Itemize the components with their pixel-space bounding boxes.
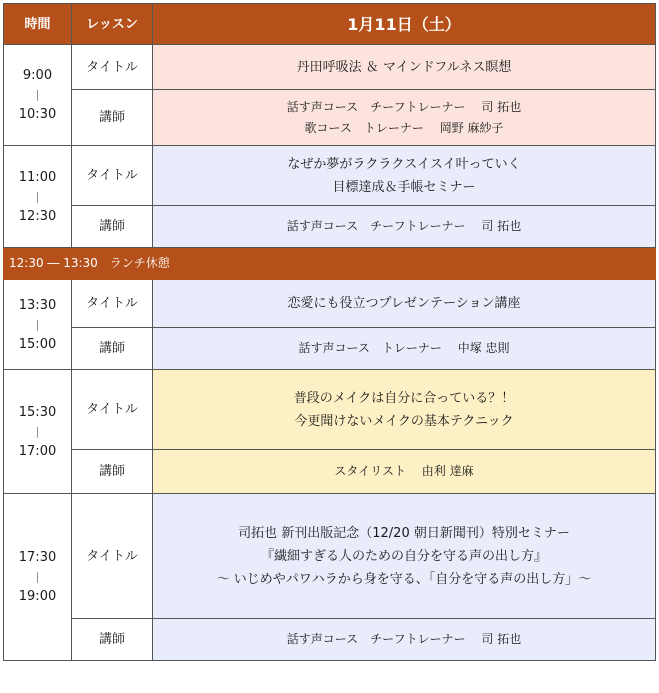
session-2-instructor-label: 講師 [72, 206, 153, 248]
session-4-title-line-2: 今更聞けないメイクの基本テクニック [294, 413, 514, 429]
session-2-instructor-row [4, 206, 656, 248]
session-4-instructor-label: 講師 [72, 450, 153, 494]
session-2-instructor-line-1: 話す声コース チーフトレーナー 司 拓也 [286, 219, 522, 233]
session-1-title-row [4, 45, 656, 90]
session-5-title-line-2: 『繊細すぎる人のための自分を守る声の出し方』 [260, 548, 547, 564]
session-5-start: 17:30 [18, 550, 57, 565]
session-1-instructor [153, 90, 656, 146]
session-5-separator: | [35, 570, 40, 583]
session-3-instructor-label: 講師 [72, 328, 153, 370]
session-5-instructor-row [4, 619, 656, 661]
session-2-instructor [153, 206, 656, 248]
session-1-instructor-label: 講師 [72, 90, 153, 146]
session-1-instructor-line-2: 歌コース トレーナー 岡野 麻紗子 [304, 120, 504, 135]
session-5-title-line-3: 〜 いじめやパワハラから身を守る、「自分を守る声の出し方」〜 [216, 571, 592, 587]
lunch-break: 12:30 ― 13:30 ランチ休憩 [4, 248, 656, 280]
header-row [4, 4, 656, 45]
session-1-separator: | [35, 88, 40, 101]
time-column-header: 時間 [4, 4, 72, 45]
schedule-table [3, 3, 656, 661]
lunch-row [4, 248, 656, 280]
session-3-title-row [4, 280, 656, 328]
date-header: 1月11日（土） [153, 4, 656, 45]
session-5-time [4, 494, 72, 661]
session-2-title-line-1: なぜか夢がラクラクスイスイ叶っていく [287, 156, 521, 172]
session-1-instructor-row [4, 90, 656, 146]
session-3-instructor-line-1: 話す声コース トレーナー 中塚 忠則 [298, 341, 510, 355]
session-3-start: 13:30 [18, 297, 57, 313]
session-4-time [4, 370, 72, 494]
session-2-title-row [4, 146, 656, 206]
session-3-time [4, 280, 72, 370]
session-5-instructor [153, 619, 656, 661]
session-2-time [4, 146, 72, 248]
session-4-title-line-1: 普段のメイクは自分に合っている？！ [293, 390, 515, 406]
session-5-instructor-label: 講師 [72, 619, 153, 661]
session-2-title [153, 146, 656, 206]
session-2-start: 11:00 [18, 169, 57, 185]
session-1-start: 9:00 [22, 68, 53, 83]
session-1-time [4, 45, 72, 146]
session-4-title-row [4, 370, 656, 450]
session-5-title-line-1: 司拓也 新刊出版記念（12/20 朝日新聞刊）特別セミナー [238, 525, 570, 541]
session-1-title-label: タイトル [72, 45, 153, 90]
session-4-title [153, 370, 656, 450]
session-4-instructor [153, 450, 656, 494]
session-2-title-line-2: 目標達成＆手帳セミナー [332, 179, 476, 195]
session-3-title-line-1: 恋愛にも役立つプレゼンテーション講座 [287, 296, 521, 311]
session-4-instructor-row [4, 450, 656, 494]
session-5-title-row [4, 494, 656, 619]
session-2-title-label: タイトル [72, 146, 153, 206]
session-2-separator: | [35, 189, 40, 203]
session-4-title-label: タイトル [72, 370, 153, 450]
session-3-title-label: タイトル [72, 280, 153, 328]
session-5-title-label: タイトル [72, 494, 153, 619]
session-3-separator: | [35, 317, 40, 331]
session-3-instructor [153, 328, 656, 370]
session-3-title [153, 280, 656, 328]
session-1-title [153, 45, 656, 90]
session-1-instructor-line-1: 話す声コース チーフトレーナー 司 拓也 [286, 99, 522, 114]
session-4-start: 15:30 [18, 404, 57, 420]
session-4-separator: | [35, 424, 40, 438]
session-5-instructor-line-1: 話す声コース チーフトレーナー 司 拓也 [286, 632, 522, 646]
session-4-end: 17:00 [18, 443, 57, 459]
session-2-end: 12:30 [18, 208, 57, 224]
session-5-title [153, 494, 656, 619]
session-1-end: 10:30 [18, 107, 57, 122]
session-1-title-line-1: 丹田呼吸法 ＆ マインドフルネス瞑想 [296, 59, 512, 75]
session-3-end: 15:00 [18, 336, 57, 352]
session-4-instructor-line-1: スタイリスト 由利 達麻 [334, 464, 474, 478]
session-3-instructor-row [4, 328, 656, 370]
lesson-column-header: レッスン [72, 4, 153, 45]
session-5-end: 19:00 [18, 589, 57, 604]
